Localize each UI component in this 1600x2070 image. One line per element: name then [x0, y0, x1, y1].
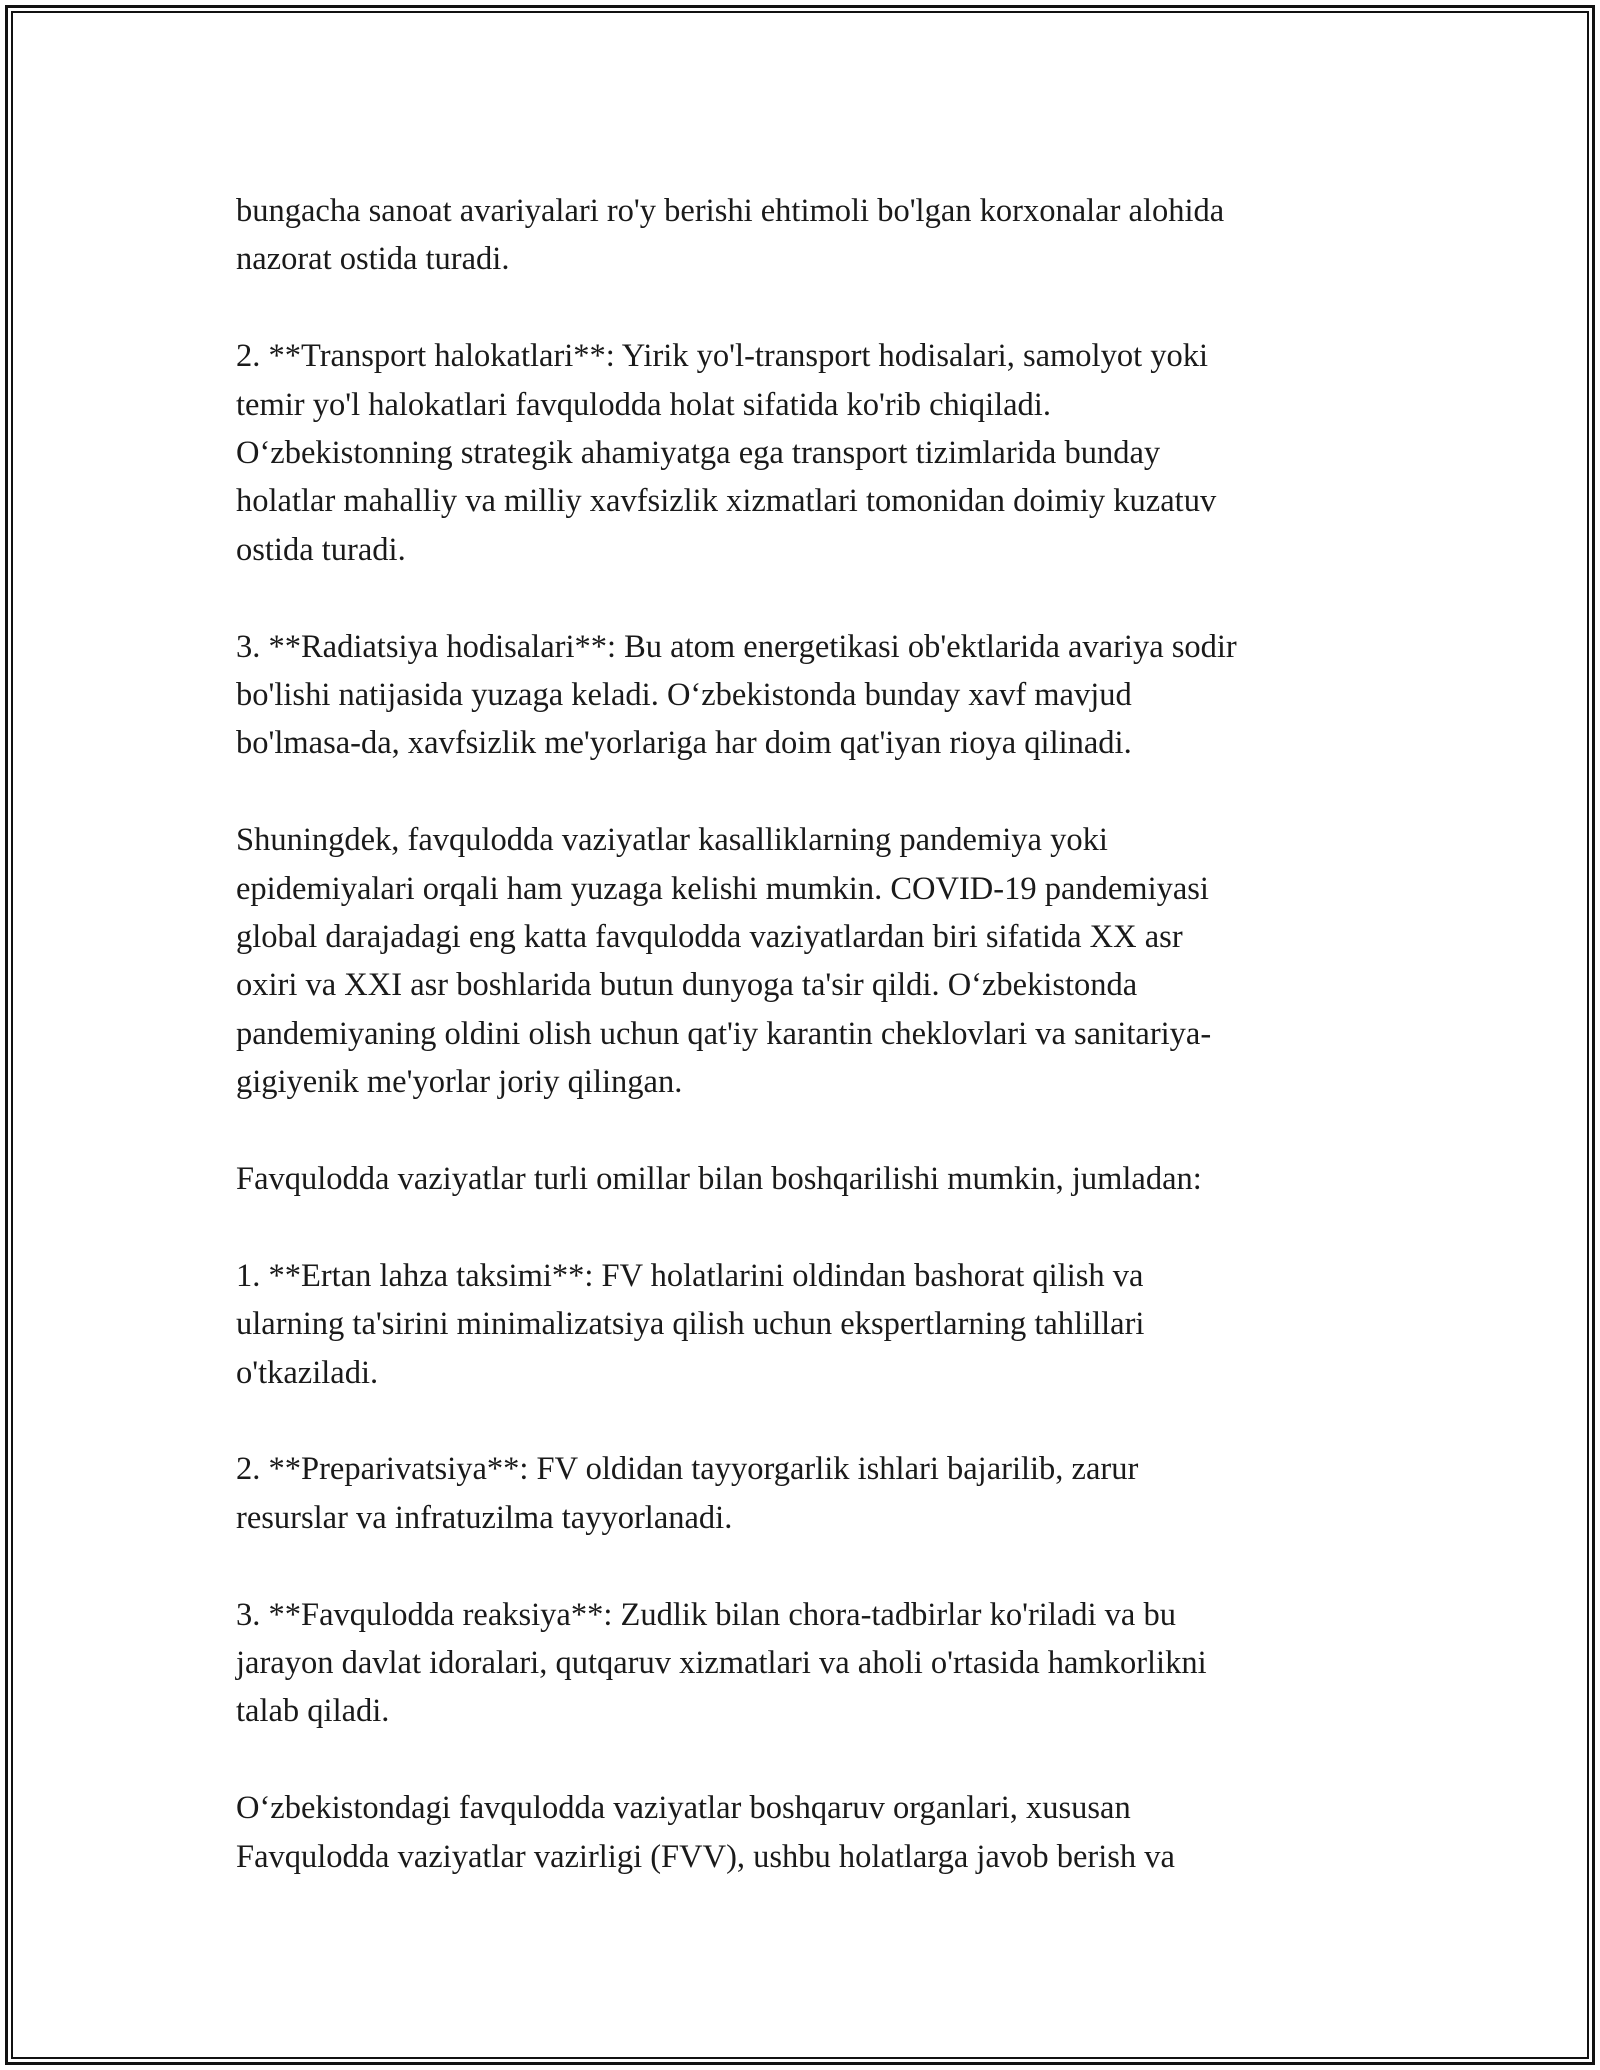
text-line: Favqulodda vaziyatlar turli omillar bilan boshqarilishi mumkin, jumladan: — [236, 1161, 1202, 1198]
text-line: epidemiyalari orqali ham yuzaga kelishi mumkin. COVID-19 pandemiyasi — [236, 870, 1209, 907]
text-line: holatlar mahalliy va milliy xavfsizlik xizmatlari tomonidan doimiy kuzatuv — [236, 483, 1217, 520]
text-line: 3. **Radiatsiya hodisalari**: Bu atom energetikasi ob'ektlarida avariya sodir — [236, 628, 1237, 665]
paragraph-pandemics — [236, 816, 1376, 1106]
text-line: Favqulodda vaziyatlar vazirligi (FVV), ushbu holatlarga javob berish va — [236, 1838, 1175, 1875]
text-line: ostida turadi. — [236, 531, 406, 568]
text-line: resurslar va infratuzilma tayyorlanadi. — [236, 1499, 733, 1536]
text-line: 1. **Ertan lahza taksimi**: FV holatlarini oldindan bashorat qilish va — [236, 1257, 1144, 1294]
paragraph-ministry — [236, 1784, 1376, 1881]
text-line: jarayon davlat idoralari, qutqaruv xizmatlari va aholi o'rtasida hamkorlikni — [236, 1645, 1207, 1682]
text-line: nazorat ostida turadi. — [236, 241, 510, 278]
text-line: global darajadagi eng katta favqulodda vaziyatlardan biri sifatida XX asr — [236, 919, 1183, 956]
text-line: pandemiyaning oldini olish uchun qat'iy karantin cheklovlari va sanitariya- — [236, 1015, 1212, 1052]
text-line: oxiri va XXI asr boshlarida butun dunyoga ta'sir qildi. O‘zbekistonda — [236, 967, 1138, 1004]
text-line: bo'lishi natijasida yuzaga keladi. O‘zbekistonda bunday xavf mavjud — [236, 677, 1132, 714]
paragraph-radiation-incidents — [236, 623, 1376, 768]
text-line: 2. **Preparivatsiya**: FV oldidan tayyorgarlik ishlari bajarilib, zarur — [236, 1451, 1139, 1488]
text-line: 2. **Transport halokatlari**: Yirik yo'l-transport hodisalari, samolyot yoki — [236, 338, 1209, 375]
paragraph-preparation — [236, 1445, 1376, 1542]
text-line: temir yo'l halokatlari favqulodda holat sifatida ko'rib chiqiladi. — [236, 386, 1051, 423]
text-line: bungacha sanoat avariyalari ro'y berishi ehtimoli bo'lgan korxonalar alohida — [236, 193, 1225, 229]
document-body — [236, 187, 1376, 1881]
paragraph-forecasting — [236, 1252, 1376, 1397]
text-line: talab qiladi. — [236, 1693, 390, 1730]
paragraph-transport-accidents — [236, 332, 1376, 574]
paragraph-management-intro — [236, 1155, 1376, 1203]
paragraph-emergency-response — [236, 1591, 1376, 1736]
text-line: ularning ta'sirini minimalizatsiya qilish uchun ekspertlarning tahlillari — [236, 1306, 1145, 1343]
text-line: Shuningdek, favqulodda vaziyatlar kasalliklarning pandemiya yoki — [236, 822, 1108, 859]
text-line: O‘zbekistondagi favqulodda vaziyatlar boshqaruv organlari, xususan — [236, 1790, 1131, 1827]
text-line: o'tkaziladi. — [236, 1354, 379, 1391]
paragraph-industrial-accidents-tail — [236, 187, 1376, 284]
text-line: gigiyenik me'yorlar joriy qilingan. — [236, 1064, 683, 1101]
text-line: O‘zbekistonning strategik ahamiyatga ega transport tizimlarida bunday — [236, 435, 1161, 472]
text-line: 3. **Favqulodda reaksiya**: Zudlik bilan chora-tadbirlar ko'riladi va bu — [236, 1596, 1176, 1633]
text-line: bo'lmasa-da, xavfsizlik me'yorlariga har doim qat'iyan rioya qilinadi. — [236, 725, 1132, 762]
